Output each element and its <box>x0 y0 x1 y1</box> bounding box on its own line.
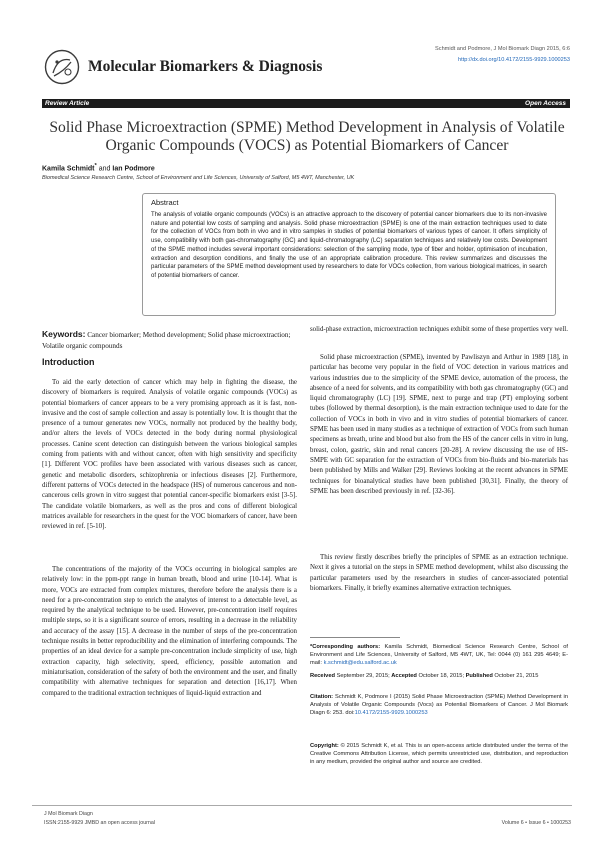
doi-link[interactable]: 10.4172/2155-9929.1000253 <box>354 710 428 717</box>
open-access-label: Open Access <box>525 100 566 107</box>
abstract-text: The analysis of volatile organic compounds (VOCs) is an attractive approach to the discovery of potential cancer biomarkers due to its non-invasive nature and potential low costs of sampling and analysis. Solid phase microextraction (SPME) is one of the main extraction techniques used to date for the collection of VOCs from both in vivo and in vitro samples in studies of potential biomarkers of various types of cancer. It offers simplicity of use, compatibility with both gas-chromatography (GC) and liquid-chromatography (LC) separation techniques and relatively low costs. Development of the SPME method includes several important considerations: selection of the sampling mode, type of fiber and holder, optimisation of incubation, extraction and desorption conditions, and finally the use of an appropriate calibration procedure. This review summarizes and discusses the particular parameters of the SPME method development used by researchers to date for VOCs collection, from various biological matrices, in search of potential biomarkers of cancer. <box>151 212 547 279</box>
note-label: Citation: <box>310 694 334 700</box>
intro-paragraph <box>310 353 568 497</box>
keywords-text: Cancer biomarker; Method development; Solid phase microextraction; Volatile organic compounds <box>42 331 291 350</box>
note-label: *Corresponding authors: <box>310 644 381 650</box>
article-title: Solid Phase Microextraction (SPME) Method Development in Analysis of Volatile Organic Compounds (VOCS) as Potential Biomarkers of Cancer <box>49 119 565 154</box>
author-separator: and <box>98 165 111 173</box>
note-label: Received <box>310 673 335 679</box>
article-type-label: Review Article <box>45 100 90 107</box>
paragraph: The concentrations of the majority of the VOCs occurring in biological samples are relatively low: in the ppm-ppt range in human breath, blood and urine [10-14]. What is more, VOCs are extracted from complex mixtures, therefore before the analysis there is a need for a pre-concentration step to enrich the analytes of interest to a detectable level, as required by the analytical technique to be used. However, pre-concentration itself requires multiple steps, so it is a significant source of errors, resulting in a decrease in the reliability and accuracy of the assay [15]. A decrease in the number of steps of the pre-concentration technique results in better reproducibility and the elimination of interfering compounds. The properties of an ideal device for a sample pre-concentration include simplicity of use, high extraction capacity, high selectivity, speed, efficiency, possible automation and miniaturisation, consideration of the safety of both the environment and the user, and finally compatibility with alternative techniques for separation and detection [16,17]. When compared to the traditional extraction techniques of liquid-liquid extraction and <box>42 566 297 697</box>
intro-paragraph <box>310 553 568 594</box>
footer-journal: J Mol Biomark Diagn <box>44 811 93 817</box>
keywords <box>42 329 292 351</box>
abstract-heading: Abstract <box>151 198 179 207</box>
author-name: Kamila Schmidt <box>42 165 95 173</box>
note-text: Kamila Schmidt, Biomedical Science Research Centre, School of Environment and Life Sciences, University of Salford, M5 4WT, UK, Tel: 0044 (0) 161 295 4649; E-mail: <box>310 644 568 667</box>
footnote-divider <box>310 637 400 638</box>
author-name: Ian Podmore <box>112 165 155 173</box>
intro-paragraph-continued <box>310 325 568 335</box>
paragraph: Solid phase microextraction (SPME), invented by Pawliszyn and Arthur in 1989 [18], in particular has become very popular in the field of VOC detection in various matrices and various industries due to the simplicity of the SPME device, automation of the process, the absence of a need for solvents, and its compatibility with both gas chromatography (GC) and liquid chromatography (LC) [19]. SPME, next to purge and trap (PT) employing sorbent tubes (followed by thermal desorption), is the main extraction technique used to date for the collection of VOCs in both in vivo and in vitro studies of potential biomarkers of cancer. SPME has been used in many studies as a technique of extraction of VOCs from such human specimens as breath, urine and blood but also from the HS of the cancer cells in vitro in lung, breast, colon, gastric, skin and renal cancers [20-28]. A review discussing the use of HS-SMPE with GC separation for the extraction of VOCs from bio-fluids and bio-materials has been published by Mills and Walker [29]. Reviews looking at the recent advances in SPME techniques for bioanalytical studies have been published [30,31]. Finally, the theory of SPME has been described previously in ref. [32-36]. <box>310 354 568 495</box>
copyright-note <box>310 742 568 766</box>
email-link[interactable]: k.schmidt@edu.salford.ac.uk <box>323 660 397 667</box>
footer-issn: ISSN:2155-9929 JMBD an open access journal <box>44 820 156 826</box>
section-heading-introduction: Introduction <box>42 357 95 367</box>
accepted-date: October 18, 2015; <box>418 673 465 679</box>
corresponding-author-note <box>310 643 568 667</box>
received-date: September 29, 2015; <box>336 673 390 679</box>
footer-divider <box>32 805 572 806</box>
abstract-box <box>142 193 556 316</box>
author-list <box>42 163 155 172</box>
footer-volume: Volume 6 • Issue 6 • 1000253 <box>501 820 571 826</box>
note-text: © 2015 Schmidt K, et al. This is an open-access article distributed under the terms of the Creative Commons Attribution License, which permits unrestricted use, distribution, and reproduction in any medium, provided the original author and source are credited. <box>310 743 568 766</box>
note-label: Copyright: <box>310 743 339 749</box>
published-date: October 21, 2015 <box>494 673 539 679</box>
paragraph: This review firstly describes briefly the principles of SPME as an extraction technique. Next it gives a tutorial on the steps in SPME method development, whilst also discussing the particular parameters used by the researchers in studies of cancer-associated potential biomarkers. Finally, it briefly examines alternative extraction techniques. <box>310 554 568 592</box>
header-citation: Schmidt and Podmore, J Mol Biomark Diagn 2015, 6:6 <box>435 46 570 52</box>
note-label: Accepted <box>391 673 417 679</box>
intro-paragraph <box>42 378 297 532</box>
paragraph: solid-phase extraction, microextraction techniques exhibit some of these properties very well. <box>310 326 568 333</box>
corresponding-mark: * <box>94 163 97 169</box>
header-doi-link[interactable]: http://dx.doi.org/10.4172/2155-9929.1000253 <box>458 57 570 63</box>
journal-name: Molecular Biomarkers & Diagnosis <box>88 58 323 75</box>
keywords-label: Keywords: <box>42 329 86 339</box>
note-label: Published <box>465 673 493 679</box>
dates-note <box>310 672 568 680</box>
article-type-bar <box>42 99 570 108</box>
paragraph: To aid the early detection of cancer which may help in fighting the disease, the discovery of biomarkers is required. Analysis of volatile organic compounds (VOCs) as potential biomarkers of cancer appears to be a very promising approach as it is fast, non-invasive and the cost of sample collection and assay is potentially low. It is thought that the presence of a tumour generates new VOCs, normally not produced by the healthy body, and/or alters the levels of VOCs detected in the body during normal physiological processes. Canine scent detection can distinguish between the various biological samples coming from patients with and without cancer, often with high sensitivity and specificity [1]. Different VOC profiles have been associated with various diseases such as cancer, genetic and metabolic disorders, schizophrenia or infectious diseases [2]. Furthermore, different patterns of VOCs detected in the headspace (HS) of numerous cancerous and non-cancerous cells grown in vitro suggest that potential cancer-specific biomarkers exist [3-5]. The candidate volatile biomarkers, as well as the pros and cons of different biological matrices available for researchers in the quest for the VOC biomarkers of cancer, have been reviewed in ref. [5-10]. <box>42 379 297 531</box>
intro-paragraph <box>42 565 297 699</box>
note-text: Schmidt K, Podmore I (2015) Solid Phase Microextraction (SPME) Method Development in Analysis of Volatile Organic Compounds (Vocs) as Potential Biomarkers of Cancer. J Mol Biomark Diagn 6: 253. doi: <box>310 694 568 717</box>
journal-logo-icon <box>44 49 80 85</box>
citation-note <box>310 693 568 717</box>
affiliation: Biomedical Science Research Centre, School of Environment and Life Sciences, University of Salford, M5 4WT, Manchester, UK <box>42 175 355 181</box>
